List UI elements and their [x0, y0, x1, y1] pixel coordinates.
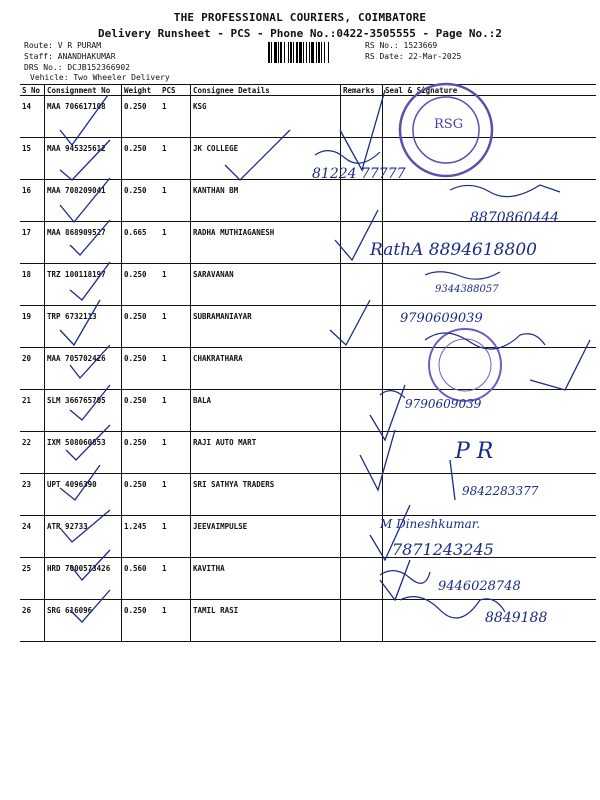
row-sno: 22: [20, 432, 45, 474]
row-consignment-no: UPT 4096390: [45, 474, 122, 516]
table-row: [20, 348, 596, 390]
row-consignee: KSG: [191, 96, 341, 138]
row-pcs: 1: [160, 222, 191, 264]
row-pcs: 1: [160, 96, 191, 138]
row-consignee: TAMIL RASI: [191, 600, 341, 642]
row-weight: 0.560: [122, 558, 161, 600]
row-pcs: 1: [160, 180, 191, 222]
rs-date: RS Date: 22-Mar-2025: [365, 52, 462, 61]
runsheet-subtitle: Delivery Runsheet - PCS - Phone No.:0422-3505555 - Page No.:2: [98, 27, 502, 40]
table-row: [20, 180, 596, 222]
hw-r24-phone: 7871243245: [392, 540, 494, 559]
drs-label: DRS No.: DCJB152366902: [24, 63, 130, 72]
company-title: THE PROFESSIONAL COURIERS, COIMBATORE: [173, 11, 427, 24]
table-row: [20, 432, 596, 474]
barcode-bar: [293, 42, 294, 63]
hw-r17: RathA 8894618800: [370, 240, 537, 260]
barcode-bar: [284, 42, 285, 63]
table-row: [20, 138, 596, 180]
hw-r19: 9790609039: [400, 311, 483, 326]
staff-label: Staff: ANANDHAKUMAR: [24, 52, 116, 61]
row-signature: [383, 222, 597, 264]
row-weight: 0.250: [122, 138, 161, 180]
barcode-bar: [299, 42, 302, 63]
row-consignment-no: HRD 7000573426: [45, 558, 122, 600]
row-signature: [383, 390, 597, 432]
row-remarks: [341, 348, 383, 390]
table-header-row: [20, 85, 596, 96]
table-row: [20, 222, 596, 264]
row-consignment-no: TRZ 100118197: [45, 264, 122, 306]
row-signature: [383, 558, 597, 600]
table-row: [20, 96, 596, 138]
barcode-bar: [271, 42, 272, 63]
barcode-bar: [311, 42, 314, 63]
row-weight: 0.250: [122, 264, 161, 306]
hw-r22: P R: [455, 439, 494, 464]
row-sno: 18: [20, 264, 45, 306]
barcode-bar: [316, 42, 317, 63]
barcode-bar: [296, 42, 298, 63]
barcode-image: [268, 42, 360, 63]
row-consignee: CHAKRATHARA: [191, 348, 341, 390]
row-signature: [383, 180, 597, 222]
row-consignment-no: TRP 6732113: [45, 306, 122, 348]
row-weight: 0.250: [122, 600, 161, 642]
row-weight: 0.250: [122, 432, 161, 474]
table-row: [20, 474, 596, 516]
row-signature: [383, 138, 597, 180]
row-consignee: BALA: [191, 390, 341, 432]
row-pcs: 1: [160, 558, 191, 600]
route-label: Route: V R PURAM: [24, 41, 102, 50]
vehicle-label: Vehicle: Two Wheeler Delivery: [30, 73, 170, 82]
row-sno: 15: [20, 138, 45, 180]
row-remarks: [341, 432, 383, 474]
row-signature: [383, 348, 597, 390]
row-signature: [383, 600, 597, 642]
row-weight: 0.250: [122, 390, 161, 432]
row-consignment-no: MAA 706617108: [45, 96, 122, 138]
row-pcs: 1: [160, 474, 191, 516]
barcode-bar: [324, 42, 325, 63]
row-consignment-no: MAA 705702426: [45, 348, 122, 390]
row-sno: 26: [20, 600, 45, 642]
row-weight: 0.250: [122, 306, 161, 348]
row-consignee: RADHA MUTHIAGANESH: [191, 222, 341, 264]
row-sno: 17: [20, 222, 45, 264]
row-weight: 1.245: [122, 516, 161, 558]
hw-r25: 9446028748: [438, 579, 521, 594]
row-sno: 16: [20, 180, 45, 222]
rs-info: [365, 40, 461, 62]
barcode-bar: [290, 42, 292, 63]
row-remarks: [341, 180, 383, 222]
row-consignee: KANTHAN BM: [191, 180, 341, 222]
row-sno: 23: [20, 474, 45, 516]
row-signature: [383, 264, 597, 306]
table-row: [20, 600, 596, 642]
row-weight: 0.250: [122, 96, 161, 138]
row-remarks: [341, 222, 383, 264]
barcode-bar: [306, 42, 307, 63]
table-row: [20, 390, 596, 432]
row-consignment-no: SRG 616096: [45, 600, 122, 642]
row-pcs: 1: [160, 264, 191, 306]
row-remarks: [341, 516, 383, 558]
hw-r24-name: M Dineshkumar.: [380, 517, 481, 531]
row-pcs: 1: [160, 390, 191, 432]
row-weight: 0.250: [122, 348, 161, 390]
row-signature: [383, 306, 597, 348]
row-consignment-no: MAA 708209041: [45, 180, 122, 222]
col-remarks: Remarks: [341, 85, 383, 96]
row-consignment-no: MAA 945325612: [45, 138, 122, 180]
row-pcs: 1: [160, 138, 191, 180]
barcode-bar: [318, 42, 320, 63]
row-signature: [383, 474, 597, 516]
row-consignee: SUBRAMANIAYAR: [191, 306, 341, 348]
barcode-bar: [288, 42, 289, 63]
col-weight: Weight: [122, 85, 161, 96]
row-remarks: [341, 600, 383, 642]
barcode-bar: [268, 42, 270, 63]
row-remarks: [341, 96, 383, 138]
table-row: [20, 516, 596, 558]
row-pcs: 1: [160, 516, 191, 558]
row-remarks: [341, 306, 383, 348]
row-signature: [383, 432, 597, 474]
row-consignee: JEEVAIMPULSE: [191, 516, 341, 558]
barcode-bar: [321, 42, 322, 63]
barcode-bar: [328, 42, 329, 63]
row-sno: 19: [20, 306, 45, 348]
table-row: [20, 264, 596, 306]
row-pcs: 1: [160, 600, 191, 642]
row-sno: 25: [20, 558, 45, 600]
row-sno: 14: [20, 96, 45, 138]
row-signature: [383, 96, 597, 138]
row-consignee: RAJI AUTO MART: [191, 432, 341, 474]
row-signature: [383, 516, 597, 558]
hw-r18: 9344388057: [435, 284, 499, 295]
hw-r16: 8870860444: [470, 210, 560, 226]
seal-text: RSG: [434, 117, 464, 132]
barcode-bar: [278, 42, 279, 63]
row-consignment-no: SLM 366765705: [45, 390, 122, 432]
hw-r15: 81224 77777: [312, 166, 406, 182]
row-consignee: JK COLLEGE: [191, 138, 341, 180]
row-pcs: 1: [160, 306, 191, 348]
hw-r21: 9790609039: [405, 397, 482, 411]
row-pcs: 1: [160, 348, 191, 390]
row-weight: 0.250: [122, 474, 161, 516]
col-pcs: PCS: [160, 85, 191, 96]
row-remarks: [341, 390, 383, 432]
hw-r26: 8849188: [485, 610, 548, 626]
table-row: [20, 558, 596, 600]
barcode-bar: [274, 42, 277, 63]
row-consignment-no: MAA 868909527: [45, 222, 122, 264]
col-sno: S No: [20, 85, 45, 96]
row-pcs: 1: [160, 432, 191, 474]
col-consignee: Consignee Details: [191, 85, 341, 96]
row-sno: 20: [20, 348, 45, 390]
row-sno: 21: [20, 390, 45, 432]
hw-r23: 9842283377: [462, 484, 539, 498]
row-remarks: [341, 138, 383, 180]
table-row: [20, 306, 596, 348]
barcode-bar: [303, 42, 304, 63]
runsheet-table: [20, 84, 596, 642]
row-weight: 0.250: [122, 180, 161, 222]
row-consignee: KAVITHA: [191, 558, 341, 600]
col-signature: Seal & Signature: [383, 85, 597, 96]
row-remarks: [341, 558, 383, 600]
col-consignment: Consignment No: [45, 85, 122, 96]
row-consignment-no: IXM 508060853: [45, 432, 122, 474]
row-remarks: [341, 264, 383, 306]
row-sno: 24: [20, 516, 45, 558]
barcode-bar: [280, 42, 282, 63]
route-info: [24, 40, 130, 73]
barcode-bar: [309, 42, 310, 63]
row-consignment-no: ATR 92733: [45, 516, 122, 558]
row-consignee: SARAVANAN: [191, 264, 341, 306]
rs-number: RS No.: 1523669: [365, 41, 438, 50]
row-weight: 0.665: [122, 222, 161, 264]
row-consignee: SRI SATHYA TRADERS: [191, 474, 341, 516]
row-remarks: [341, 474, 383, 516]
